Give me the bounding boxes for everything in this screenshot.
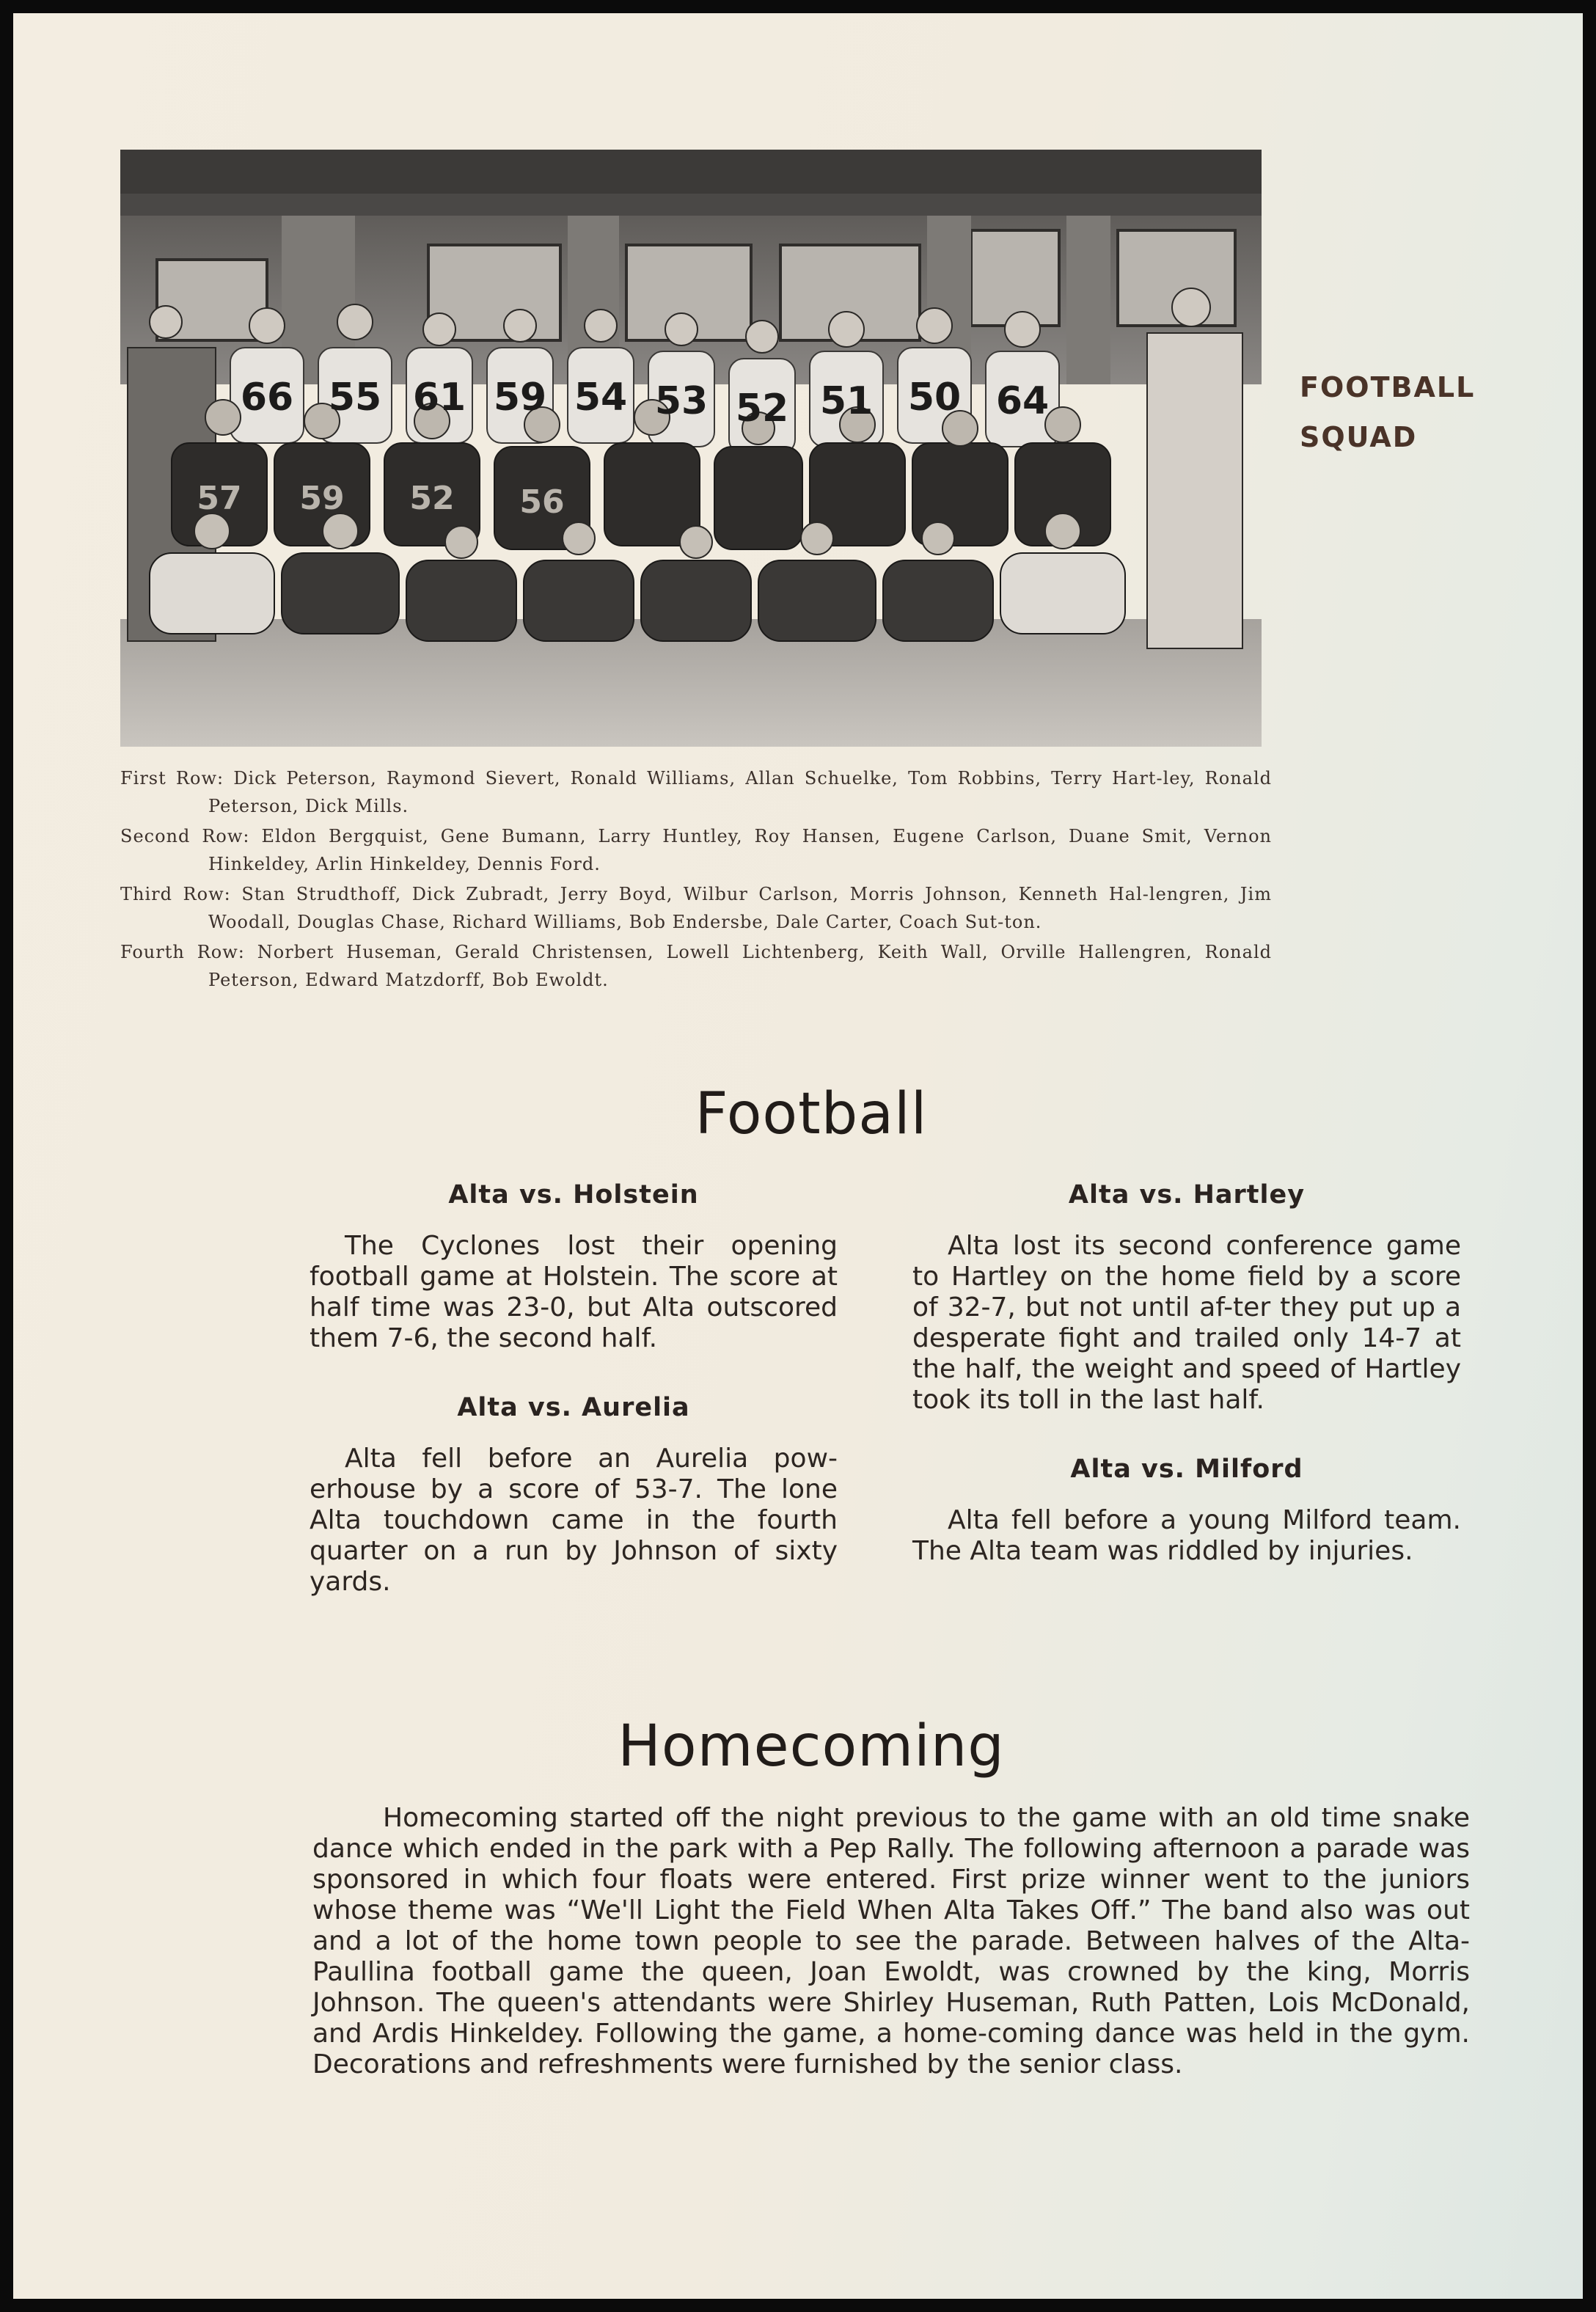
jersey-number: 59 <box>299 480 345 517</box>
jersey-number: 56 <box>519 483 565 521</box>
jersey-number: 53 <box>654 379 709 423</box>
caption-row-names: Eldon Bergquist, Gene Bumann, Larry Huntley, Roy Hansen, Eugene Carlson, Duane Smit, Vernon Hinkeldey, Arlin Hinkeldey, Dennis Ford. <box>208 826 1272 874</box>
jersey-number: 54 <box>574 376 628 420</box>
jersey-number: 59 <box>493 376 547 420</box>
photo-caption <box>120 764 1272 996</box>
game-title: Alta vs. Hartley <box>1068 1180 1306 1210</box>
game-body: Alta fell before a young Milford team. The Alta team was riddled by injuries. <box>912 1505 1461 1566</box>
jersey-number: 55 <box>328 376 382 420</box>
games-column-left <box>310 1179 838 1636</box>
caption-row-second <box>120 822 1272 878</box>
game-body: The Cyclones lost their opening football game at Holstein. The score at half time was 23-0, but Alta outscored them 7-6, the second half. <box>310 1231 838 1353</box>
game-report <box>310 1179 838 1354</box>
game-title: Alta vs. Milford <box>1070 1455 1303 1484</box>
games-column-right <box>912 1179 1461 1605</box>
jersey-number: 52 <box>409 480 455 517</box>
caption-row-label: Second Row: <box>120 826 250 846</box>
caption-row-third <box>120 880 1272 936</box>
homecoming-body: Homecoming started off the night previous to the game with an old time snake dance which ended in the park with a Pep Rally. The following afternoon a parade was sponsored in which four floats were entered. First prize winner went to the juniors whose theme was “We'll Light the Field When Alta Takes Off.” The band also was out and a lot of the home town people to see the parade. Between halves of the Alta-Paullina football game the queen, Joan Ewoldt, was crowned by the king, Morris Johnson. The queen's attendants were Shirley Huseman, Ruth Patten, Lois McDonald, and Ardis Hinkeldey. Following the game, a home-coming dance was held in the gym. Decorations and refreshments were furnished by the senior class. <box>312 1803 1470 2079</box>
caption-row-label: First Row: <box>120 768 224 789</box>
caption-row-names: Norbert Huseman, Gerald Christensen, Lowell Lichtenberg, Keith Wall, Orville Hallengren, Ronald Peterson, Edward Matzdorff, Bob Ewoldt. <box>208 942 1272 990</box>
game-title: Alta vs. Holstein <box>448 1180 699 1210</box>
jersey-number: 66 <box>240 376 294 420</box>
team-photo-image <box>120 150 1262 747</box>
caption-row-label: Fourth Row: <box>120 942 245 962</box>
game-title: Alta vs. Aurelia <box>457 1393 690 1422</box>
game-report <box>912 1179 1461 1416</box>
caption-row-fourth <box>120 938 1272 994</box>
jersey-number: 64 <box>995 379 1050 423</box>
jersey-number: 50 <box>907 376 962 420</box>
caption-row-first <box>120 764 1272 820</box>
jersey-number: 61 <box>412 376 466 420</box>
football-squad-label: FOOTBALL SQUAD <box>1300 371 1476 453</box>
game-body: Alta lost its second conference game to Hartley on the home field by a score of 32-7, but not until af-ter they put up a desperate fight and trailed only 14-7 at the half, the weight and speed of Hartley took its toll in the last half. <box>912 1231 1461 1415</box>
jersey-number: 51 <box>819 379 874 423</box>
caption-row-names: Dick Peterson, Raymond Sievert, Ronald Williams, Allan Schuelke, Tom Robbins, Terry Hart-ley, Ronald Peterson, Dick Mills. <box>208 768 1272 816</box>
team-photo <box>120 150 1262 747</box>
yearbook-page <box>13 13 1583 2299</box>
game-body: Alta fell before an Aurelia pow-erhouse by a score of 53-7. The lone Alta touchdown came in the fourth quarter on a run by Johnson of sixty yards. <box>310 1444 838 1597</box>
game-report <box>310 1392 838 1598</box>
jersey-number: 57 <box>197 480 242 517</box>
jersey-number: 52 <box>735 387 789 431</box>
homecoming-heading: Homecoming <box>618 1713 1005 1779</box>
game-report <box>912 1454 1461 1567</box>
caption-row-names: Stan Strudthoff, Dick Zubradt, Jerry Boyd, Wilbur Carlson, Morris Johnson, Kenneth Hal-lengren, Jim Woodall, Douglas Chase, Richard Williams, Bob Endersbe, Dale Carter, Coach Sut-ton. <box>208 884 1272 932</box>
caption-row-label: Third Row: <box>120 884 231 904</box>
football-heading: Football <box>695 1081 928 1147</box>
